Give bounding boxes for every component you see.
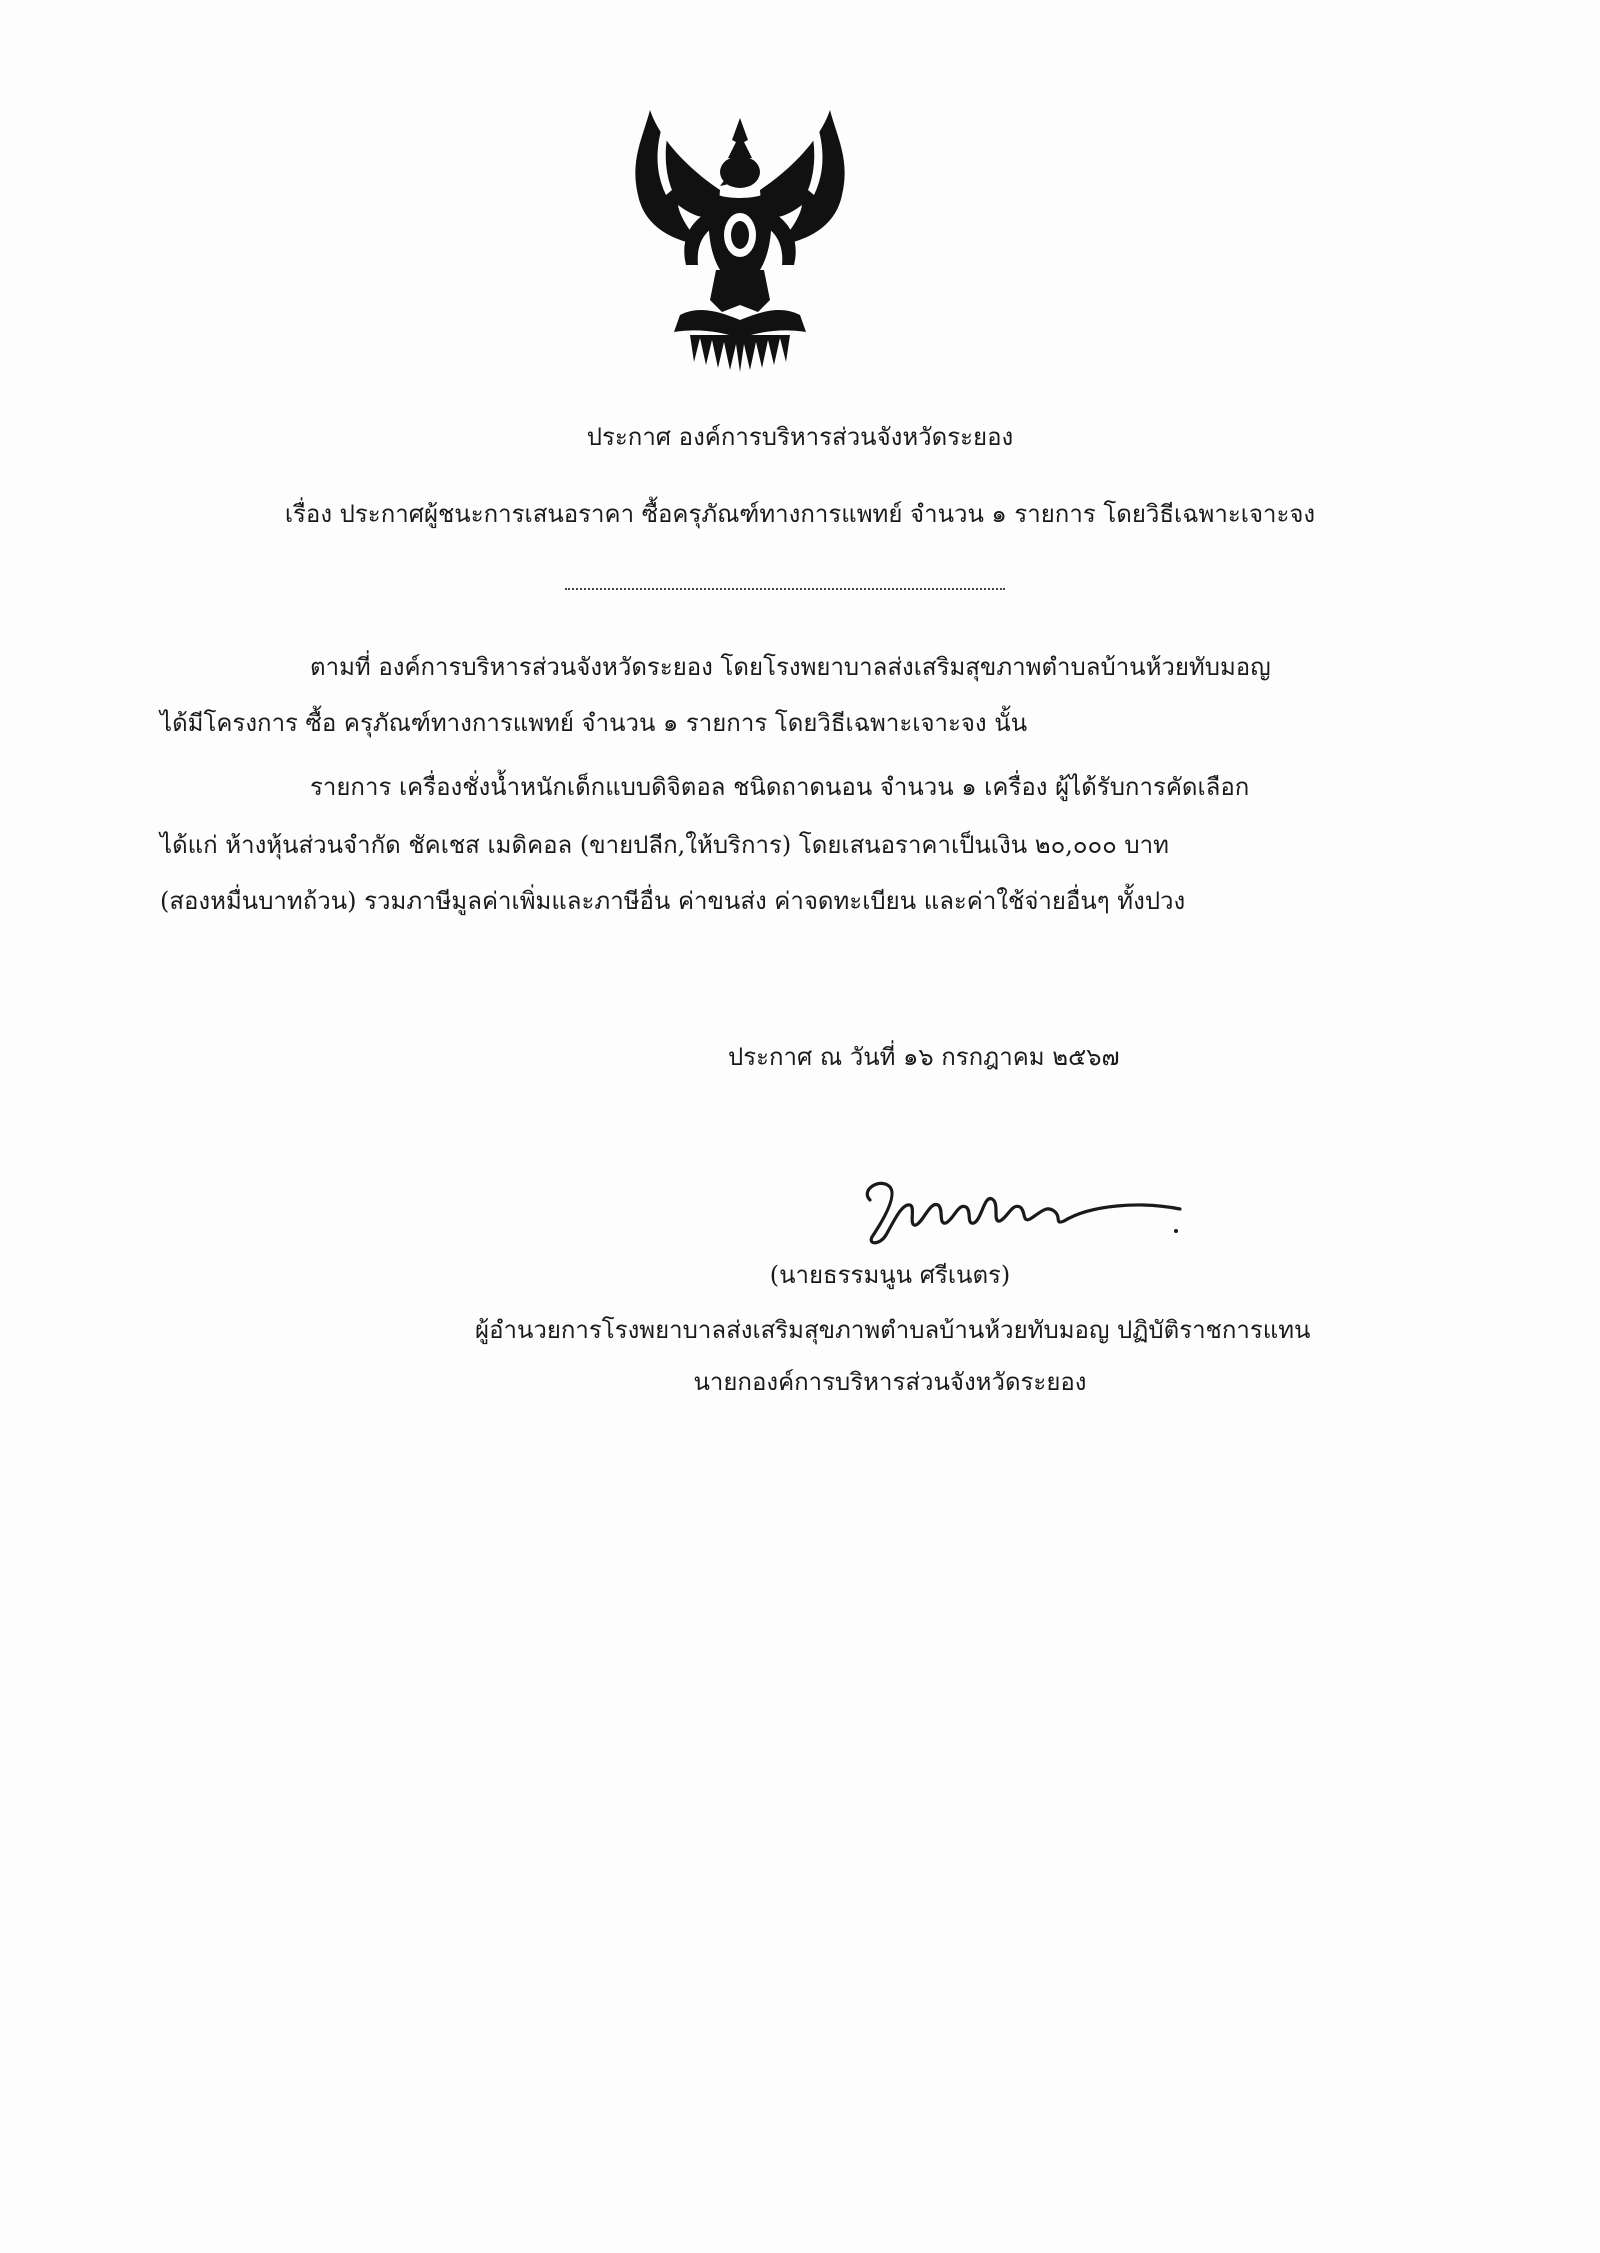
body-paragraph-2-line-2: ได้แก่ ห้างหุ้นส่วนจำกัด ชัคเชส เมดิคอล (ขายปลีก,ให้บริการ) โดยเสนอราคาเป็นเงิน ๒๐,๐๐๐ บาท <box>160 831 1169 859</box>
signer-position-line-1: ผู้อำนวยการโรงพยาบาลส่งเสริมสุขภาพตำบลบ้านห้วยทับมอญ ปฏิบัติราชการแทน <box>475 1316 1311 1344</box>
handwritten-signature <box>850 1165 1190 1255</box>
announcement-subject: เรื่อง ประกาศผู้ชนะการเสนอราคา ซื้อครุภัณฑ์ทางการแพทย์ จำนวน ๑ รายการ โดยวิธีเฉพาะเจาะจง <box>284 500 1316 528</box>
dotted-divider <box>565 588 1005 590</box>
announcement-date: ประกาศ ณ วันที่ ๑๖ กรกฎาคม ๒๕๖๗ <box>728 1043 1120 1071</box>
signer-name: (นายธรรมนูน ศรีเนตร) <box>769 1261 1011 1289</box>
body-paragraph-1-line-1: ตามที่ องค์การบริหารส่วนจังหวัดระยอง โดยโรงพยาบาลส่งเสริมสุขภาพตำบลบ้านห้วยทับมอญ <box>310 653 1271 681</box>
announcement-title: ประกาศ องค์การบริหารส่วนจังหวัดระยอง <box>586 423 1014 451</box>
body-paragraph-2-line-1: รายการ เครื่องชั่งน้ำหนักเด็กแบบดิจิตอล ชนิดถาดนอน จำนวน ๑ เครื่อง ผู้ได้รับการคัดเลือก <box>310 773 1250 801</box>
body-paragraph-2-line-3: (สองหมื่นบาทถ้วน) รวมภาษีมูลค่าเพิ่มและภาษีอื่น ค่าขนส่ง ค่าจดทะเบียน และค่าใช้จ่ายอื่นๆ ทั้งปวง <box>160 887 1186 915</box>
garuda-emblem-icon <box>620 100 860 390</box>
signer-position-line-2: นายกองค์การบริหารส่วนจังหวัดระยอง <box>693 1368 1087 1396</box>
body-paragraph-1-line-2: ได้มีโครงการ ซื้อ ครุภัณฑ์ทางการแพทย์ จำนวน ๑ รายการ โดยวิธีเฉพาะเจาะจง นั้น <box>160 709 1028 737</box>
